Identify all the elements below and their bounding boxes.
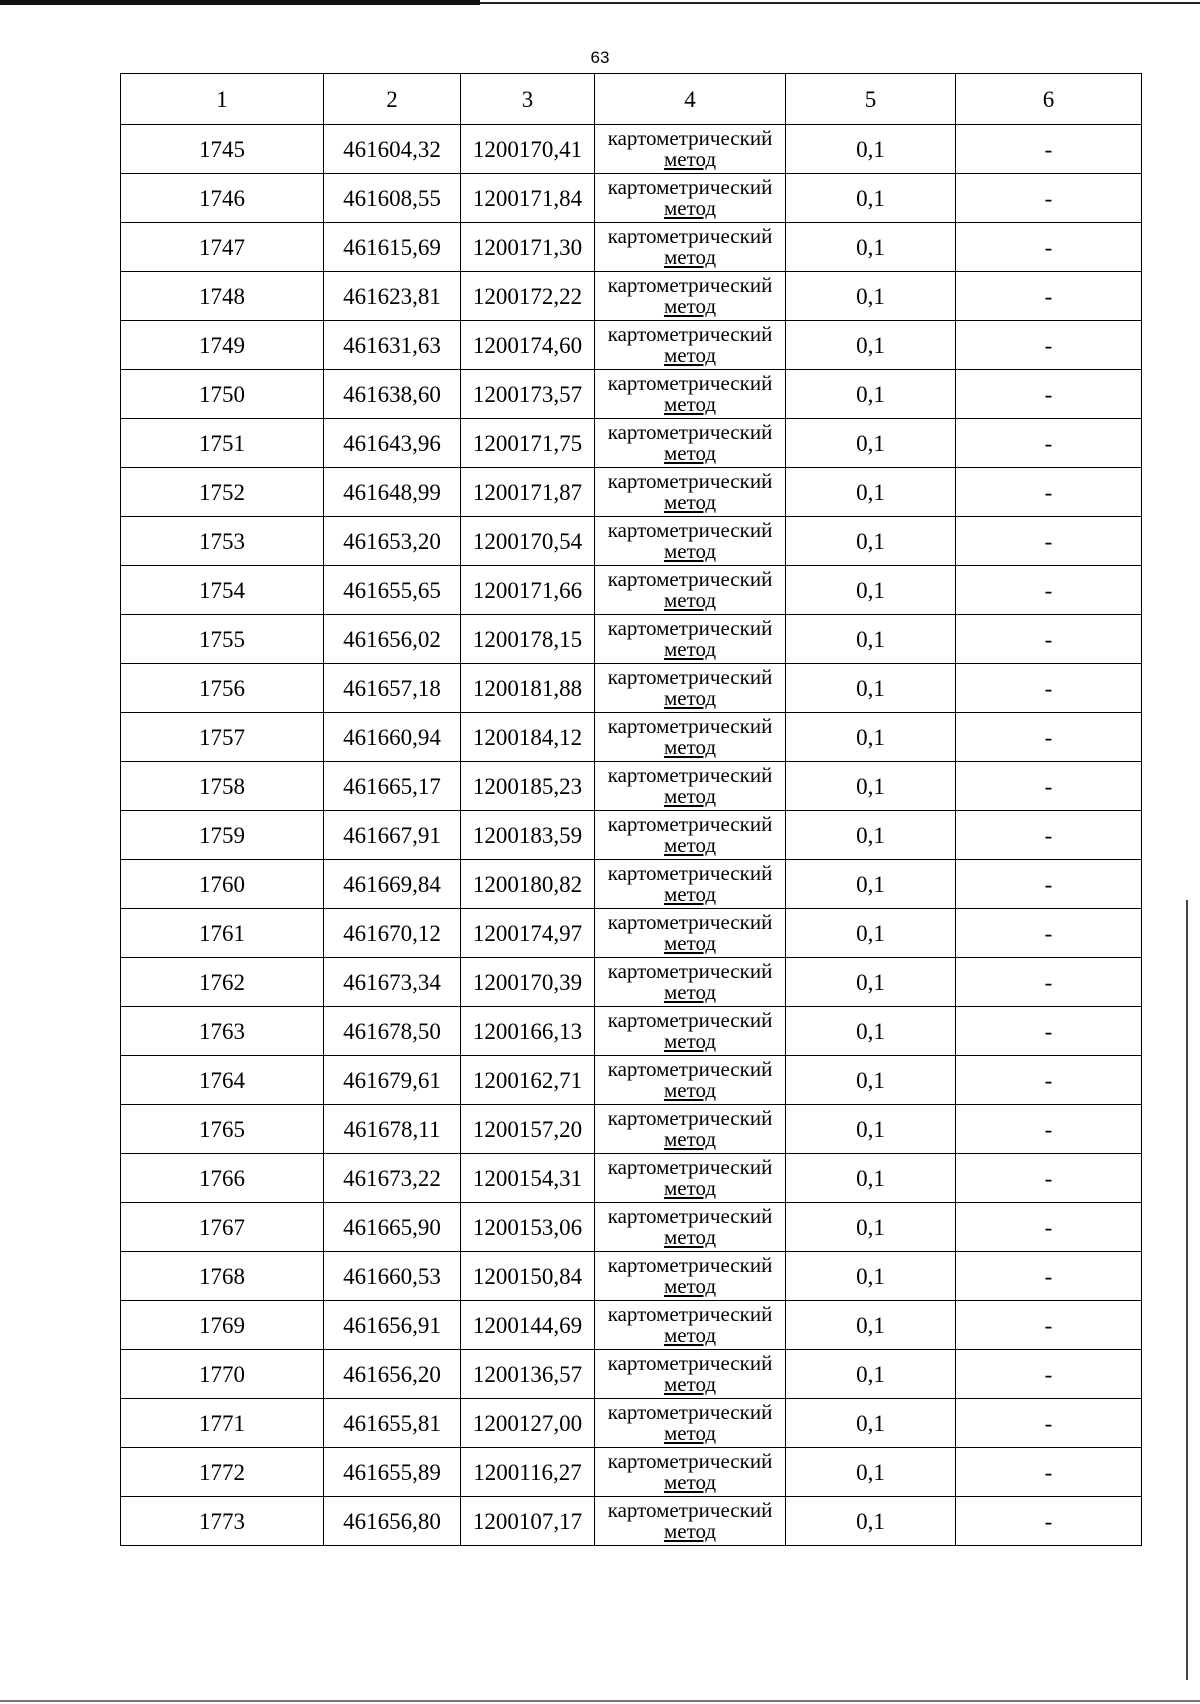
method-cell	[595, 272, 786, 321]
top-border-rule-thin	[480, 2, 1200, 4]
coordinates-table-body	[121, 74, 1142, 1546]
table-row	[121, 615, 1142, 664]
table-row	[121, 811, 1142, 860]
method-text-line2: метод	[663, 1176, 717, 1200]
method-cell	[595, 811, 786, 860]
y-coordinate-cell: 1200171,84	[461, 174, 595, 223]
accuracy-cell: 0,1	[786, 370, 956, 419]
method-cell	[595, 909, 786, 958]
note-cell: -	[956, 321, 1142, 370]
method-cell	[595, 615, 786, 664]
y-coordinate-cell: 1200178,15	[461, 615, 595, 664]
method-text-line2: метод	[663, 1274, 717, 1298]
note-cell: -	[956, 664, 1142, 713]
accuracy-cell: 0,1	[786, 860, 956, 909]
table-row	[121, 419, 1142, 468]
method-text-line2: метод	[663, 196, 717, 220]
y-coordinate-cell: 1200180,82	[461, 860, 595, 909]
point-number-cell: 1764	[121, 1056, 324, 1105]
method-text-line1: картометрический	[607, 1253, 773, 1277]
note-cell: -	[956, 174, 1142, 223]
y-coordinate-cell: 1200170,54	[461, 517, 595, 566]
table-row	[121, 909, 1142, 958]
method-cell	[595, 1056, 786, 1105]
y-coordinate-cell: 1200136,57	[461, 1350, 595, 1399]
table-row	[121, 1007, 1142, 1056]
x-coordinate-cell: 461648,99	[324, 468, 461, 517]
method-text-line2: метод	[663, 294, 717, 318]
point-number-cell: 1760	[121, 860, 324, 909]
method-text-line1: картометрический	[607, 1155, 773, 1179]
method-text-line2: метод	[663, 441, 717, 465]
method-cell	[595, 174, 786, 223]
x-coordinate-cell: 461669,84	[324, 860, 461, 909]
accuracy-cell: 0,1	[786, 762, 956, 811]
table-row	[121, 517, 1142, 566]
method-text-line1: картометрический	[607, 420, 773, 444]
point-number-cell: 1753	[121, 517, 324, 566]
header-cell-2: 2	[324, 74, 461, 125]
point-number-cell: 1765	[121, 1105, 324, 1154]
header-cell-4: 4	[595, 74, 786, 125]
method-cell	[595, 1105, 786, 1154]
x-coordinate-cell: 461670,12	[324, 909, 461, 958]
x-coordinate-cell: 461604,32	[324, 125, 461, 174]
table-row	[121, 1105, 1142, 1154]
method-cell	[595, 468, 786, 517]
accuracy-cell: 0,1	[786, 664, 956, 713]
note-cell: -	[956, 909, 1142, 958]
x-coordinate-cell: 461673,22	[324, 1154, 461, 1203]
table-row	[121, 1203, 1142, 1252]
note-cell: -	[956, 615, 1142, 664]
method-text-line2: метод	[663, 980, 717, 1004]
accuracy-cell: 0,1	[786, 811, 956, 860]
note-cell: -	[956, 1350, 1142, 1399]
y-coordinate-cell: 1200171,66	[461, 566, 595, 615]
accuracy-cell: 0,1	[786, 468, 956, 517]
x-coordinate-cell: 461656,91	[324, 1301, 461, 1350]
method-text-line2: метод	[663, 490, 717, 514]
page-number: 63	[590, 48, 610, 67]
method-text-line1: картометрический	[607, 1449, 773, 1473]
method-cell	[595, 566, 786, 615]
x-coordinate-cell: 461665,17	[324, 762, 461, 811]
y-coordinate-cell: 1200157,20	[461, 1105, 595, 1154]
y-coordinate-cell: 1200170,39	[461, 958, 595, 1007]
method-text-line1: картометрический	[607, 861, 773, 885]
method-cell	[595, 664, 786, 713]
method-text-line2: метод	[663, 147, 717, 171]
accuracy-cell: 0,1	[786, 517, 956, 566]
point-number-cell: 1761	[121, 909, 324, 958]
method-text-line1: картометрический	[607, 126, 773, 150]
x-coordinate-cell: 461657,18	[324, 664, 461, 713]
table-row	[121, 370, 1142, 419]
header-cell-3: 3	[461, 74, 595, 125]
x-coordinate-cell: 461665,90	[324, 1203, 461, 1252]
point-number-cell: 1747	[121, 223, 324, 272]
accuracy-cell: 0,1	[786, 1007, 956, 1056]
method-text-line1: картометрический	[607, 714, 773, 738]
accuracy-cell: 0,1	[786, 909, 956, 958]
note-cell: -	[956, 762, 1142, 811]
note-cell: -	[956, 1007, 1142, 1056]
y-coordinate-cell: 1200171,87	[461, 468, 595, 517]
x-coordinate-cell: 461623,81	[324, 272, 461, 321]
method-text-line1: картометрический	[607, 469, 773, 493]
header-cell-5: 5	[786, 74, 956, 125]
accuracy-cell: 0,1	[786, 223, 956, 272]
x-coordinate-cell: 461678,11	[324, 1105, 461, 1154]
x-coordinate-cell: 461638,60	[324, 370, 461, 419]
method-text-line2: метод	[663, 784, 717, 808]
method-text-line1: картометрический	[607, 1106, 773, 1130]
method-cell	[595, 1252, 786, 1301]
method-text-line2: метод	[663, 1225, 717, 1249]
note-cell: -	[956, 1301, 1142, 1350]
y-coordinate-cell: 1200166,13	[461, 1007, 595, 1056]
method-text-line1: картометрический	[607, 1400, 773, 1424]
y-coordinate-cell: 1200171,30	[461, 223, 595, 272]
y-coordinate-cell: 1200107,17	[461, 1497, 595, 1546]
method-text-line2: метод	[663, 1421, 717, 1445]
method-text-line2: метод	[663, 735, 717, 759]
note-cell: -	[956, 468, 1142, 517]
accuracy-cell: 0,1	[786, 272, 956, 321]
table-row	[121, 272, 1142, 321]
point-number-cell: 1757	[121, 713, 324, 762]
x-coordinate-cell: 461615,69	[324, 223, 461, 272]
note-cell: -	[956, 811, 1142, 860]
method-text-line1: картометрический	[607, 1057, 773, 1081]
note-cell: -	[956, 1448, 1142, 1497]
table-row	[121, 125, 1142, 174]
right-margin-rule	[1186, 900, 1188, 1680]
table-row	[121, 321, 1142, 370]
method-cell	[595, 1448, 786, 1497]
x-coordinate-cell: 461656,80	[324, 1497, 461, 1546]
point-number-cell: 1766	[121, 1154, 324, 1203]
method-text-line1: картометрический	[607, 1302, 773, 1326]
table-row	[121, 1350, 1142, 1399]
method-text-line2: метод	[663, 1372, 717, 1396]
method-cell	[595, 321, 786, 370]
top-border-rule	[0, 0, 480, 5]
method-cell	[595, 958, 786, 1007]
point-number-cell: 1759	[121, 811, 324, 860]
accuracy-cell: 0,1	[786, 1203, 956, 1252]
accuracy-cell: 0,1	[786, 1154, 956, 1203]
method-cell	[595, 125, 786, 174]
table-row	[121, 958, 1142, 1007]
table-row	[121, 762, 1142, 811]
note-cell: -	[956, 1497, 1142, 1546]
point-number-cell: 1756	[121, 664, 324, 713]
method-text-line1: картометрический	[607, 812, 773, 836]
y-coordinate-cell: 1200174,97	[461, 909, 595, 958]
method-text-line2: метод	[663, 1029, 717, 1053]
method-text-line1: картометрический	[607, 1008, 773, 1032]
method-text-line2: метод	[663, 637, 717, 661]
note-cell: -	[956, 1399, 1142, 1448]
table-row	[121, 566, 1142, 615]
point-number-cell: 1763	[121, 1007, 324, 1056]
table-row	[121, 664, 1142, 713]
y-coordinate-cell: 1200171,75	[461, 419, 595, 468]
accuracy-cell: 0,1	[786, 125, 956, 174]
method-text-line1: картометрический	[607, 322, 773, 346]
point-number-cell: 1746	[121, 174, 324, 223]
x-coordinate-cell: 461655,81	[324, 1399, 461, 1448]
note-cell: -	[956, 517, 1142, 566]
y-coordinate-cell: 1200174,60	[461, 321, 595, 370]
accuracy-cell: 0,1	[786, 1056, 956, 1105]
x-coordinate-cell: 461673,34	[324, 958, 461, 1007]
method-text-line2: метод	[663, 539, 717, 563]
header-cell-6: 6	[956, 74, 1142, 125]
table-row	[121, 1399, 1142, 1448]
method-text-line2: метод	[663, 343, 717, 367]
point-number-cell: 1773	[121, 1497, 324, 1546]
method-text-line1: картометрический	[607, 763, 773, 787]
method-cell	[595, 1007, 786, 1056]
method-text-line2: метод	[663, 686, 717, 710]
method-text-line1: картометрический	[607, 616, 773, 640]
accuracy-cell: 0,1	[786, 1497, 956, 1546]
point-number-cell: 1751	[121, 419, 324, 468]
note-cell: -	[956, 1056, 1142, 1105]
table-row	[121, 468, 1142, 517]
y-coordinate-cell: 1200144,69	[461, 1301, 595, 1350]
table-row	[121, 1056, 1142, 1105]
method-cell	[595, 419, 786, 468]
method-cell	[595, 1497, 786, 1546]
y-coordinate-cell: 1200183,59	[461, 811, 595, 860]
method-text-line1: картометрический	[607, 273, 773, 297]
accuracy-cell: 0,1	[786, 713, 956, 762]
method-cell	[595, 370, 786, 419]
y-coordinate-cell: 1200162,71	[461, 1056, 595, 1105]
method-text-line2: метод	[663, 833, 717, 857]
note-cell: -	[956, 370, 1142, 419]
method-cell	[595, 713, 786, 762]
method-cell	[595, 1399, 786, 1448]
x-coordinate-cell: 461679,61	[324, 1056, 461, 1105]
note-cell: -	[956, 125, 1142, 174]
method-text-line2: метод	[663, 1519, 717, 1543]
x-coordinate-cell: 461655,89	[324, 1448, 461, 1497]
x-coordinate-cell: 461656,20	[324, 1350, 461, 1399]
table-row	[121, 1448, 1142, 1497]
note-cell: -	[956, 566, 1142, 615]
method-text-line1: картометрический	[607, 1351, 773, 1375]
accuracy-cell: 0,1	[786, 1105, 956, 1154]
y-coordinate-cell: 1200172,22	[461, 272, 595, 321]
method-text-line2: метод	[663, 588, 717, 612]
method-text-line1: картометрический	[607, 175, 773, 199]
table-row	[121, 860, 1142, 909]
point-number-cell: 1754	[121, 566, 324, 615]
x-coordinate-cell: 461608,55	[324, 174, 461, 223]
x-coordinate-cell: 461655,65	[324, 566, 461, 615]
x-coordinate-cell: 461656,02	[324, 615, 461, 664]
accuracy-cell: 0,1	[786, 174, 956, 223]
note-cell: -	[956, 1154, 1142, 1203]
accuracy-cell: 0,1	[786, 419, 956, 468]
y-coordinate-cell: 1200116,27	[461, 1448, 595, 1497]
x-coordinate-cell: 461631,63	[324, 321, 461, 370]
note-cell: -	[956, 958, 1142, 1007]
accuracy-cell: 0,1	[786, 1448, 956, 1497]
accuracy-cell: 0,1	[786, 958, 956, 1007]
note-cell: -	[956, 1203, 1142, 1252]
table-row	[121, 713, 1142, 762]
point-number-cell: 1749	[121, 321, 324, 370]
point-number-cell: 1768	[121, 1252, 324, 1301]
method-text-line1: картометрический	[607, 371, 773, 395]
point-number-cell: 1752	[121, 468, 324, 517]
method-cell	[595, 517, 786, 566]
note-cell: -	[956, 860, 1142, 909]
note-cell: -	[956, 713, 1142, 762]
point-number-cell: 1758	[121, 762, 324, 811]
accuracy-cell: 0,1	[786, 615, 956, 664]
method-text-line1: картометрический	[607, 224, 773, 248]
method-text-line2: метод	[663, 882, 717, 906]
coordinates-table	[120, 73, 1142, 1546]
point-number-cell: 1769	[121, 1301, 324, 1350]
method-text-line2: метод	[663, 392, 717, 416]
accuracy-cell: 0,1	[786, 566, 956, 615]
y-coordinate-cell: 1200153,06	[461, 1203, 595, 1252]
method-text-line1: картометрический	[607, 959, 773, 983]
point-number-cell: 1762	[121, 958, 324, 1007]
note-cell: -	[956, 1105, 1142, 1154]
x-coordinate-cell: 461643,96	[324, 419, 461, 468]
method-text-line2: метод	[663, 1127, 717, 1151]
point-number-cell: 1770	[121, 1350, 324, 1399]
method-cell	[595, 1350, 786, 1399]
note-cell: -	[956, 419, 1142, 468]
accuracy-cell: 0,1	[786, 1252, 956, 1301]
y-coordinate-cell: 1200127,00	[461, 1399, 595, 1448]
method-text-line2: метод	[663, 1323, 717, 1347]
y-coordinate-cell: 1200173,57	[461, 370, 595, 419]
y-coordinate-cell: 1200181,88	[461, 664, 595, 713]
method-text-line1: картометрический	[607, 1204, 773, 1228]
method-text-line2: метод	[663, 245, 717, 269]
method-cell	[595, 860, 786, 909]
table-row	[121, 1497, 1142, 1546]
y-coordinate-cell: 1200150,84	[461, 1252, 595, 1301]
table-row	[121, 174, 1142, 223]
point-number-cell: 1755	[121, 615, 324, 664]
accuracy-cell: 0,1	[786, 1350, 956, 1399]
method-cell	[595, 1154, 786, 1203]
y-coordinate-cell: 1200184,12	[461, 713, 595, 762]
table-row	[121, 223, 1142, 272]
y-coordinate-cell: 1200170,41	[461, 125, 595, 174]
x-coordinate-cell: 461667,91	[324, 811, 461, 860]
y-coordinate-cell: 1200185,23	[461, 762, 595, 811]
y-coordinate-cell: 1200154,31	[461, 1154, 595, 1203]
method-text-line2: метод	[663, 1470, 717, 1494]
bottom-border-rule	[0, 1700, 1200, 1702]
table-header-row	[121, 74, 1142, 125]
method-text-line1: картометрический	[607, 910, 773, 934]
method-text-line1: картометрический	[607, 1498, 773, 1522]
note-cell: -	[956, 223, 1142, 272]
accuracy-cell: 0,1	[786, 1301, 956, 1350]
method-cell	[595, 223, 786, 272]
header-cell-1: 1	[121, 74, 324, 125]
note-cell: -	[956, 272, 1142, 321]
x-coordinate-cell: 461660,94	[324, 713, 461, 762]
point-number-cell: 1750	[121, 370, 324, 419]
point-number-cell: 1745	[121, 125, 324, 174]
method-cell	[595, 762, 786, 811]
point-number-cell: 1767	[121, 1203, 324, 1252]
accuracy-cell: 0,1	[786, 321, 956, 370]
method-cell	[595, 1301, 786, 1350]
method-text-line2: метод	[663, 1078, 717, 1102]
method-text-line2: метод	[663, 931, 717, 955]
point-number-cell: 1772	[121, 1448, 324, 1497]
x-coordinate-cell: 461653,20	[324, 517, 461, 566]
table-row	[121, 1301, 1142, 1350]
method-text-line1: картометрический	[607, 518, 773, 542]
note-cell: -	[956, 1252, 1142, 1301]
x-coordinate-cell: 461660,53	[324, 1252, 461, 1301]
method-text-line1: картометрический	[607, 665, 773, 689]
point-number-cell: 1748	[121, 272, 324, 321]
x-coordinate-cell: 461678,50	[324, 1007, 461, 1056]
table-row	[121, 1252, 1142, 1301]
accuracy-cell: 0,1	[786, 1399, 956, 1448]
method-text-line1: картометрический	[607, 567, 773, 591]
method-cell	[595, 1203, 786, 1252]
point-number-cell: 1771	[121, 1399, 324, 1448]
table-row	[121, 1154, 1142, 1203]
